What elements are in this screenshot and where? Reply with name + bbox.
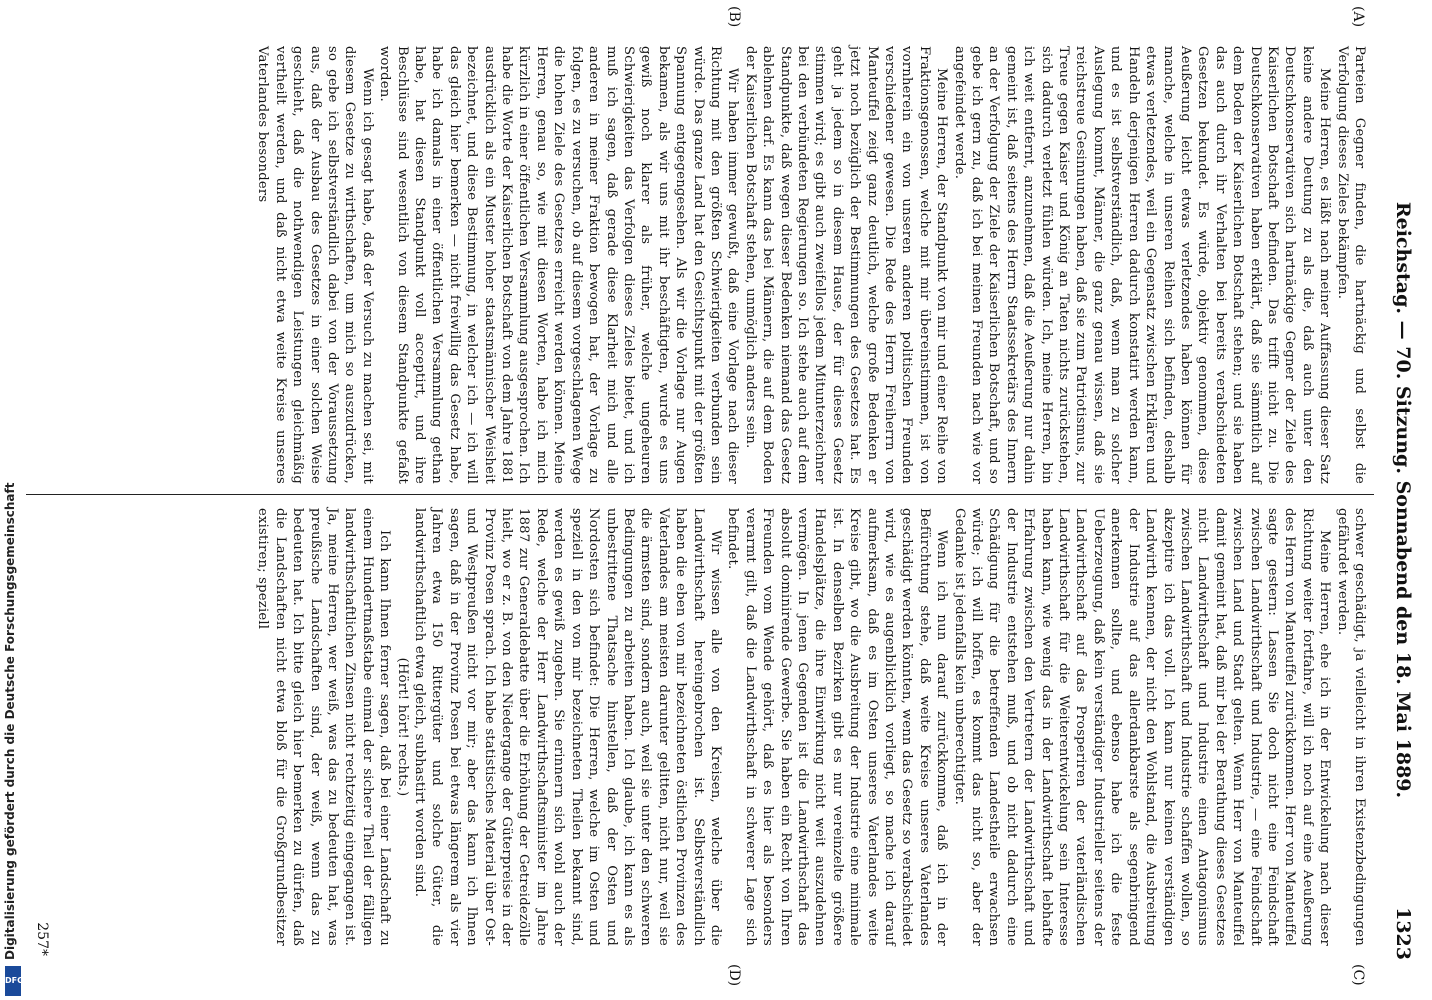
interjection: (Hört! hört! rechts.)	[394, 657, 410, 797]
page-header	[1384, 40, 1414, 960]
paragraph: Wenn ich gesagt habe, daß der Versuch zu machen sei, mit diesem Gesetze zu wirthschaften, um mich so auszudrücken, so gebe ich selbstverständlich dabei von der Voraussetzung aus, daß der Ausbau des Gesetzes in einer solchen Weise geschieht, daß die nothwendigen Leistungen gleichmäßig vertheilt werden, und daß nicht etwa weite Kreise unseres Vaterlandes besonders	[255, 46, 375, 484]
paragraph: Meine Herren, ehe ich in der Entwickelung nach dieser Richtung weiter fortfahre, will ich noch auf eine Aeußerung des Herrn von Manteuffel zurückkommen. Herr von Manteuffel sagte gestern: Lassen Sie doch nicht eine Feindschaft zwischen Landwirthschaft und Industrie, — eine Feindschaft zwischen Land und Stadt gelten. Wenn Herr von Manteuffel damit gemeint hat, daß mir bei der Berathung dieses Gesetzes nicht Landwirthschaft und Industrie einen Antagonismus zwischen Landwirthschaft und Industrie schaffen wollen, so akzeptire ich das voll. Ich kann nur keinen verständigen Landwirth kennen, der nicht den Wohlstand, die Ausbreitung der Industrie auf das allerdankbarste als segenbringend anerkennen sollte, und ebenso habe ich die feste Ueberzeugung, daß kein verständiger Industrieller seitens der Landwirthschaft auf das Prosperiren der vaterländischen Landwirthschaft für die Weiterentwickelung sein Interesse haben kann, wie wenig das in der Landwirthschaft lebhafte Erfahrung zwischen den Vertretern der Landwirthschaft und der Industrie entstehen muß, und ob nicht dadurch eine Schädigung für die betreffenden Landestheile erwachsen würde; ich will hoffen, es kommt das nicht so, aber der Gedanke ist jedenfalls kein unberechtigter.	[951, 508, 1333, 946]
sheet-signature: 257*	[34, 922, 50, 956]
left-column	[254, 46, 1368, 484]
right-column	[254, 508, 1368, 946]
paragraph: Wenn ich nun darauf zurückkomme, daß ich in der Befürchtung stehe, daß weite Kreise unseres Vaterlandes geschädigt werden könnten, wenn das Gesetz so verabschiedet wird, wie es augenblicklich vorliegt, so mache ich darauf aufmerksam, daß es im Osten unseres Vaterlandes weite Kreise gibt, wo die Ausbreitung der Industrie eine minimale ist. In denselben Bezirken gibt es nur vereinzelte größere Handelsplätze, die ihre Einwirkung nicht weit auszudehnen vermögen. In jenen Gegenden ist die Landwirthschaft das absolut dominirende Gewerbe. Sie haben ein Recht von Ihren Freunden vom Wende gehört, daß es hier als besonders verarmt gilt, daß die Landwirthschaft in schwerer Lage sich befindet.	[725, 508, 950, 946]
margin-mark-d: (D)	[726, 964, 742, 987]
header-title: Reichstag. — 70. Sitzung. Sonnabend den 18. Mai 1889.	[1392, 201, 1414, 799]
dfg-logo: DFG	[5, 966, 21, 996]
paragraph: Meine Herren, es läßt nach meiner Auffassung dieser Satz keine andere Deutung zu als die, daß auch unter den Deutschkonservativen sich hartnäckige Gegner der Ziele des Kaiserlichen Botschaft befinden. Das trifft nicht zu. Die Deutschkonservativen haben erklärt, daß sie sämmtlich auf dem Boden der Kaiserlichen Botschaft stehen; und sie haben das auch durch ihr Verhalten bei bereits verabschiedeten Gesetzen bekundet. Es würde, objektiv genommen, diese Aeußerung leicht etwas verletzendes haben können für manche, welche in unseren Reihen sich befinden, deshalb etwas verletzendes, weil ein Gegensatz zwischen Erklären und Handeln derjenigen Herren dadurch konstatirt werden kann, und es ist selbstverständlich, daß, wenn man zu solcher Auslegung kommt, Männer, die ganz genau wissen, daß sie reichstreue Gesinnungen haben, daß sie zum Patriotismus, zur Treue gegen Kaiser und König an Taten nichts zurückstehen, sich dadurch verletzt fühlen würden. Ich, meine Herren, bin ich weit entfernt, anzunehmen, daß die Aeußerung nur dahin gemeint ist, daß seitens des Herrn Staatssekretärs des Innern an der Verfolgung der Ziele der Kaiserlichen Botschaft, und so gebe ich gern zu, daß ich bei meinen Freunden nach wie vor angefeindet werde.	[951, 46, 1333, 484]
paragraph: schwer geschädigt, ja vielleicht in ihren Existenzbedingungen gefährdet werden.	[1334, 508, 1367, 946]
margin-mark-a: (A)	[1350, 6, 1366, 28]
digitization-credit: Digitalisierung gefördert durch die Deutsche Forschungsgemeinschaft DFG	[0, 0, 26, 1000]
paragraph: Wir haben immer gewußt, daß eine Vorlage nach dieser Richtung mit den größten Schwierigkeiten verbunden sein würde. Das ganze Land hat den Gesichtspunkt mit der größten Spannung entgegengesehen. Als wir die Vorlage nur Augen bekamen, als wir uns mit ihr beschäftigten, wurde es uns gewiß noch klarer als früher, welche ungeheuren Schwierigkeiten das Verfolgen dieses Zieles bietet, und ich muß ich sagen, daß gerade diese Klarheit mich und alle anderen in meiner Fraktion bewogen hat, der Vorlage zu folgen, es zu versuchen, ob auf diesem vorgeschlagenen Wege die hohen Ziele des Gesetzes erreicht werden können. Meine Herren, genau so, wie mit diesen Worten, habe ich mich kürzlich in einer öffentlichen Versammlung ausgesprochen. Ich habe die Worte der Kaiserlichen Botschaft von dem Jahre 1881 ausdrücklich als ein Muster hoher staatsmännischer Weisheit bezeichnet, und diese Bestimmung, in welcher ich — ich will das gleich hier bemerken — nicht freiwillig das Gesetz habe, habe ich damals in einer öffentlichen Versammlung gethan habe, hat diesen Standpunkt voll acceptirt, und ihre Beschlüsse sind wesentlich von diesem Standpunkte gefaßt worden.	[377, 46, 741, 484]
paragraph: Parteien Gegner finden, die hartnäckig und selbst die Verfolgung dieses Zieles bekämpfen.	[1334, 46, 1367, 484]
column-divider	[18, 494, 1374, 495]
paragraph: Meine Herren, der Standpunkt von mir und einer Reihe von Fraktionsgenossen, welche mit mir übereinstimmen, ist von vornherein ein von unseren anderen politischen Freunden verschiedener gewesen. Die Rede des Herrn Freiherrn von Manteuffel zeigt ganz deutlich, welche große Bedenken er jetzt noch bezüglich der Bestimmungen des Gesetzes hat. Es geht ja jedem so in diesem Hause, der für dieses Gesetz stimmen wird; es gibt auch zweifellos jedem Mitunterzeichner bei den verbündeten Regierungen so. Ich stehe auch auf dem Standpunkte, daß wegen dieser Bedenken niemand das Gesetz ablehnen darf. Es kann das bei Männern, die auf dem Boden der Kaiserlichen Botschaft stehen, unmöglich anders sein.	[742, 46, 950, 484]
page-number: 1323	[1392, 907, 1414, 960]
paragraph: Wir wissen alle von den Kreisen, welche über die Landwirthschaft hereingebrochen ist. Selbstverständlich haben die eben von mir bezeichneten östlichen Provinzen des Vaterlandes am meisten darunter gelitten, nicht nur, weil sie die ärmsten sind, sondern auch, weil sie unter den schweren Bedingungen zu arbeiten haben. Ich glaube, ich kann es als unbestrittene Thatsache hinstellen, daß der Osten und Nordosten sich befindet: Die Herren, welche im Osten und speziell in den von mir bezeichneten Theilen bekannt sind, werden es gewiß zugeben. Sie erinnern sich wohl auch der Rede, welche der Herr Landwirthschaftsminister im Jahre 1887 zur Generaldebatte über die Erhöhung der Getreidezölle hielt, wo er z. B. von den Niedergange der Güterpreise in der Provinz Posen sprach. Ich habe statistisches Material über Ost- und Westpreußen nicht vor mir; aber das kann ich Ihnen sagen, daß in der Provinz Posen bei etwas längerem als vier Jahren etwa 150 Rittergüter und solche Güter, die landwirthschaftlich etwa gleich, subhastirt worden sind.	[412, 508, 723, 946]
margin-mark-b: (B)	[726, 6, 742, 28]
margin-mark-c: (C)	[1350, 964, 1366, 986]
paragraph: Ich kann Ihnen ferner sagen, daß bei einer Landschaft zu einem Hundertmaßstabe einmal der sichere Theil der fälligen landwirthschaftlichen Zinsen nicht rechtzeitig eingegangen ist. Ja, meine Herren, wer weiß, was das zu bedeuten hat, was preußische Landschaften sind, der weiß, wenn das zu bedeuten hat. Ich bitte gleich hier bemerken zu dürfen, daß die Landschaften nicht etwa bloß für die Großgrundbesitzer existiren; speziell	[255, 508, 393, 946]
